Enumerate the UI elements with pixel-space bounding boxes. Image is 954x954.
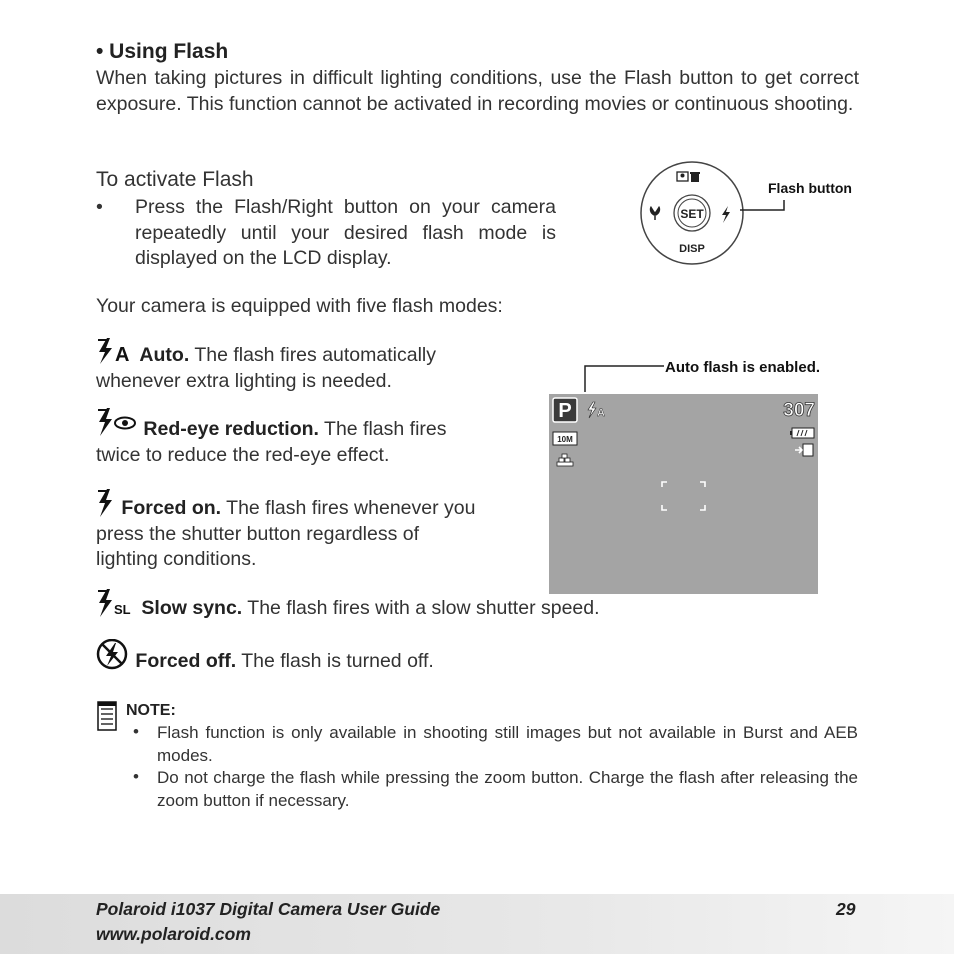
mode-auto-desc: The flash fires automatically whenever extra lighting is needed. [96,344,436,392]
note-title: NOTE: [126,702,176,719]
mode-slow-sync-desc: The flash fires with a slow shutter speed. [242,597,600,619]
note-icon [96,700,120,739]
lcd-callout [580,354,870,394]
note-bullet-1: • [133,722,139,741]
note-item-2: Do not charge the flash while pressing the zoom button. Charge the flash after releasing the zoom button if necessary. [157,768,858,810]
svg-text:A: A [115,344,130,365]
mode-forced-off [96,639,796,675]
storage-icon [795,444,813,456]
focus-frame [662,482,705,510]
activate-step: Press the Flash/Right button on your camera repeatedly until your desired flash mode is displayed on the LCD display. [135,196,556,269]
mode-auto [96,337,486,394]
mode-forced-off-name: Forced off. [135,650,237,672]
control-dial-diagram [638,160,863,270]
flash-auto-icon [96,344,139,366]
svg-text:A: A [597,407,605,419]
quality-icon [557,454,573,466]
mode-slow-sync-name: Slow sync. [141,597,243,619]
set-label: SET [680,207,704,221]
shots-remaining: 307 [783,400,815,421]
flash-button-callout: Flash button [768,180,852,196]
lcd-flash-auto-icon [588,402,605,419]
battery-icon [790,428,814,438]
step-bullet: • [96,196,103,218]
resolution-icon [553,432,577,445]
mode-auto-name: Auto. [139,344,190,366]
mode-forced-on-name: Forced on. [121,497,222,519]
portrait-delete-icon [677,172,700,182]
flash-slow-sync-icon [96,597,141,619]
note-bullet-2: • [133,767,139,786]
mode-forced-off-desc: The flash is turned off. [236,650,434,672]
mode-red-eye-name: Red-eye reduction. [143,418,319,440]
flash-callout-line [740,200,784,210]
activate-heading: To activate Flash [96,168,254,191]
section-title: • Using Flash [96,40,229,63]
svg-text:SL: SL [114,602,131,617]
lcd-overlay [549,394,818,594]
flash-red-eye-icon [96,418,143,440]
mode-red-eye-desc: The flash fires twice to reduce the red-eye effect. [96,418,447,466]
flash-off-icon [96,650,135,672]
note-item-1: Flash function is only available in shooting still images but not available in Burst and AEB modes. [157,723,858,765]
mode-red-eye [96,407,486,468]
modes-intro: Your camera is equipped with five flash modes: [96,295,503,317]
lcd-screen [549,394,818,594]
lcd-callout-label: Auto flash is enabled. [665,359,821,376]
mode-forced-on-desc: The flash fires whenever you press the shutter button regardless of lighting conditions. [96,497,476,570]
disp-label: DISP [679,243,705,255]
mode-letter: P [558,400,572,422]
lcd-callout-line [585,366,664,392]
page-number: 29 [836,899,856,919]
resolution-label: 10M [557,435,573,444]
footer-url: www.polaroid.com [96,924,251,944]
intro-paragraph: When taking pictures in difficult lighting conditions, use the Flash button to get correct exposure. This function cannot be activated in recording movies or continuous shooting. [96,67,859,115]
footer-title: Polaroid i1037 Digital Camera User Guide [96,899,441,919]
flash-forced-on-icon [96,497,121,519]
mode-forced-on [96,488,486,573]
